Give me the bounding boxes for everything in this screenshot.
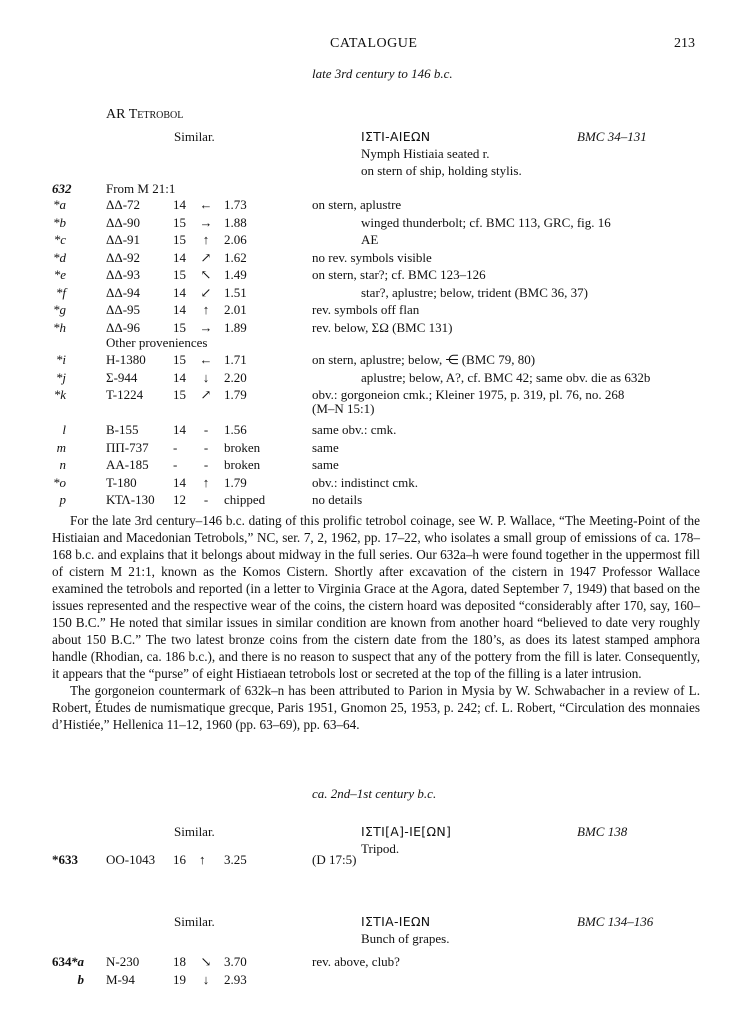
die-axis-arrow-icon: -: [203, 492, 209, 507]
row-letter: *o: [53, 474, 66, 490]
row-letter: *d: [53, 249, 66, 265]
inventory-number: Β-155: [106, 422, 139, 437]
inventory-number: Σ-944: [106, 369, 138, 385]
die-axis-arrow-icon: ←: [199, 197, 213, 212]
weight: 2.20: [224, 369, 247, 385]
weight: 2.93: [224, 971, 247, 987]
row-letter: *c: [53, 232, 66, 247]
provenance-heading: From M 21:1: [106, 181, 176, 196]
row-note: star?, aplustre; below, trident (BMC 36, 37): [361, 284, 588, 300]
weight: 1.56: [224, 422, 247, 437]
weight: broken: [224, 457, 261, 472]
row-note: AE: [361, 232, 379, 247]
row-note: winged thunderbolt; cf. BMC 113, GRC, fig. 16: [361, 214, 611, 230]
row-note: no rev. symbols visible: [312, 249, 432, 265]
diameter: 15: [173, 214, 186, 230]
inventory-number: ΔΔ-92: [106, 249, 141, 265]
weight: broken: [224, 439, 261, 455]
diameter: 15: [173, 267, 186, 282]
commentary-paragraph-1: For the late 3rd century–146 b.c. dating of this prolific tetrobol coinage, see W. P. Wallace, “The Meeting-Point of the Histiaian and Macedonian Tetrobols,” NC, ser. 7, 2, 1962, pp. 17–22, who isolates a small group of emissions of ca. 178–168 b.c. and explains that it belongs about midway in the full series. Our 632a–h were found together in the uppermost fill of cistern M 21:1, known as the Komos Cistern. Shortly after excavation of the cistern in 1947 Professor Wallace examined the tetrobols and reported (in a letter to Virginia Grace at the Agora, dated September 7, 1949) that based on the issues represented and the respective wear of the coins, the cistern hoard was deposited “considerably after 170, say, 160–150 B.C.” He noted that similar issues in similar condition are known from another hoard “believed to date very roughly about 150 B.C.” The two latest bronze coins from the cistern date from the 180’s, as does its latest stamped amphora handle (Rhodian, ca. 186 b.c.), and there is no reason to suspect that any of the pottery from the fill is later. Consequently, it appears that the “purse” of eight Histiaean tetrobols lost or secreted at the top of the filling is a later intrusion.: [52, 513, 700, 681]
inventory-number: ΔΔ-93: [106, 267, 141, 282]
inventory-number: ΑΑ-185: [106, 457, 149, 472]
coin-description: Nymph Histiaia seated r.: [361, 146, 490, 161]
die-axis-arrow-icon: ↓: [202, 369, 210, 385]
inventory-number: Μ-94: [106, 971, 135, 987]
inventory-number: Ν-230: [106, 954, 140, 969]
row-note: rev. above, club?: [312, 954, 400, 969]
bmc-reference-2: BMC 138: [577, 824, 628, 839]
diameter: 14: [173, 249, 186, 265]
inventory-number: Τ-1224: [106, 387, 144, 402]
weight: 1.89: [224, 319, 247, 335]
row-note: on stern, aplustre; below, ⋲ (BMC 79, 80): [312, 352, 536, 367]
diameter: 15: [173, 387, 186, 402]
catalogue-number-634: 634: [52, 954, 72, 969]
die-axis-arrow-icon: -: [203, 457, 209, 472]
weight: 1.88: [224, 214, 247, 230]
weight: 1.51: [224, 284, 247, 300]
coin-legend-3: ΙΣΤΙΑ-ΙΕΩΝ: [361, 914, 431, 929]
inventory-number: ΔΔ-72: [106, 197, 141, 212]
page-header-title: CATALOGUE: [330, 36, 418, 51]
die-axis-arrow-icon: ↗: [200, 387, 212, 402]
denomination-heading: AR Tetrobol: [106, 107, 184, 122]
die-axis-arrow-icon: -: [203, 422, 209, 437]
die-axis-arrow-icon: ↑: [199, 852, 206, 867]
die-axis-arrow-icon: ↑: [202, 232, 210, 247]
die-axis-arrow-icon: ↖: [200, 267, 212, 282]
die-axis-arrow-icon: ↘: [200, 954, 212, 969]
diameter: -: [173, 439, 178, 455]
diameter: 14: [173, 197, 186, 212]
diameter: 12: [173, 492, 186, 507]
row-note: same: [312, 439, 339, 455]
section-period: late 3rd century to 146 b.c.: [312, 66, 453, 81]
bmc-reference: BMC 34–131: [577, 129, 647, 144]
page-number: 213: [674, 36, 695, 51]
weight: 1.73: [224, 197, 247, 212]
weight: 1.79: [224, 387, 247, 402]
row-letter: *a: [71, 954, 84, 969]
coin-description-634: Bunch of grapes.: [361, 931, 450, 946]
diameter: 14: [173, 302, 186, 317]
row-note: obv.: gorgoneion cmk.; Kleiner 1975, p. 319, pl. 76, no. 268: [312, 387, 625, 402]
diameter: 14: [173, 284, 186, 300]
row-note: same obv.: cmk.: [312, 422, 397, 437]
row-note: on stern, aplustre: [312, 197, 402, 212]
row-letter: b: [77, 971, 84, 987]
type-label-2: Similar.: [174, 824, 215, 839]
weight: chipped: [224, 492, 266, 507]
diameter: 18: [173, 954, 186, 969]
weight: 2.06: [224, 232, 247, 247]
diameter: 15: [173, 352, 186, 367]
diameter: 16: [173, 852, 186, 867]
row-note: no details: [312, 492, 363, 507]
inventory-number: ΔΔ-91: [106, 232, 141, 247]
inventory-number: ΚΤΛ-130: [106, 492, 155, 507]
weight: 2.01: [224, 302, 247, 317]
provenance-heading-other: Other proveniences: [106, 335, 208, 350]
diameter: 14: [173, 422, 186, 437]
catalogue-number-633: *633: [52, 852, 78, 867]
inventory-number: ΔΔ-96: [106, 319, 141, 335]
diameter: 19: [173, 971, 186, 987]
weight: 1.62: [224, 249, 247, 265]
row-letter: l: [62, 422, 66, 437]
catalogue-number: 632: [52, 181, 72, 196]
row-letter: *j: [55, 369, 66, 385]
die-axis-arrow-icon: -: [203, 439, 209, 455]
type-label: Similar.: [174, 129, 215, 144]
coin-description-2: on stern of ship, holding stylis.: [361, 163, 522, 178]
commentary: [52, 512, 700, 733]
coin-legend-2: ΙΣΤΙ[Α]-ΙΕ[ΩΝ]: [361, 824, 452, 839]
weight: 1.71: [224, 352, 247, 367]
weight: 3.70: [224, 954, 247, 969]
type-label-3: Similar.: [174, 914, 215, 929]
coin-description-633: Tripod.: [361, 841, 400, 856]
row-letter: n: [59, 457, 66, 472]
coin-legend: ΙΣΤΙ-ΑΙΕΩΝ: [361, 129, 431, 144]
inventory-number: Η-1380: [106, 352, 146, 367]
diameter: 14: [173, 474, 186, 490]
weight: 1.79: [224, 474, 247, 490]
row-note: obv.: indistinct cmk.: [312, 474, 419, 490]
die-axis-arrow-icon: →: [199, 214, 213, 230]
row-letter: m: [56, 439, 66, 455]
row-letter: *e: [53, 267, 66, 282]
die-axis-arrow-icon: ↙: [200, 284, 212, 300]
row-note: on stern, star?; cf. BMC 123–126: [312, 267, 486, 282]
inventory-number: ΔΔ-95: [106, 302, 141, 317]
row-letter: p: [59, 492, 66, 507]
diameter: 14: [173, 369, 186, 385]
die-axis-arrow-icon: ←: [199, 352, 213, 367]
commentary-paragraph-2: The gorgoneion countermark of 632k–n has been attributed to Parion in Mysia by W. Schwabacher in a review of L. Robert, Études de numismatique grecque, Paris 1951, Gnomon 25, 1953, p. 242; cf. L. Robert, “Circulation des monnaies d’Histiée,” Hellenica 11–12, 1960 (pp. 63–69), pp. 63–64.: [52, 683, 700, 732]
row-letter: *g: [53, 302, 66, 317]
row-letter: *b: [53, 214, 66, 230]
weight: 1.49: [224, 267, 247, 282]
row-note: (D 17:5): [312, 852, 357, 867]
diameter: -: [173, 457, 178, 472]
row-letter: *f: [55, 284, 66, 300]
row-letter: *k: [53, 387, 66, 402]
weight: 3.25: [224, 852, 247, 867]
die-axis-arrow-icon: ↑: [202, 302, 210, 317]
inventory-number: ΠΠ-737: [106, 439, 149, 455]
row-note: rev. symbols off flan: [312, 302, 420, 317]
row-note: rev. below, ΣΩ (BMC 131): [312, 319, 453, 335]
diameter: 15: [173, 319, 186, 335]
bmc-reference-3: BMC 134–136: [577, 914, 654, 929]
row-letter: *a: [53, 197, 66, 212]
row-note: aplustre; below, A?, cf. BMC 42; same obv. die as 632b: [361, 369, 651, 385]
row-letter: *h: [53, 319, 66, 335]
die-axis-arrow-icon: ↑: [202, 474, 210, 490]
inventory-number: ΔΔ-94: [106, 284, 141, 300]
die-axis-arrow-icon: ↓: [202, 971, 210, 987]
diameter: 15: [173, 232, 186, 247]
inventory-number: ΔΔ-90: [106, 214, 141, 230]
section-period-2: ca. 2nd–1st century b.c.: [312, 786, 437, 801]
inventory-number: ΟΟ-1043: [106, 852, 156, 867]
die-axis-arrow-icon: ↗: [200, 249, 212, 265]
row-note: same: [312, 457, 339, 472]
row-letter: *i: [55, 352, 66, 367]
die-axis-arrow-icon: →: [199, 319, 213, 335]
row-note-continuation: (M–N 15:1): [312, 401, 375, 416]
inventory-number: Τ-180: [106, 474, 137, 490]
